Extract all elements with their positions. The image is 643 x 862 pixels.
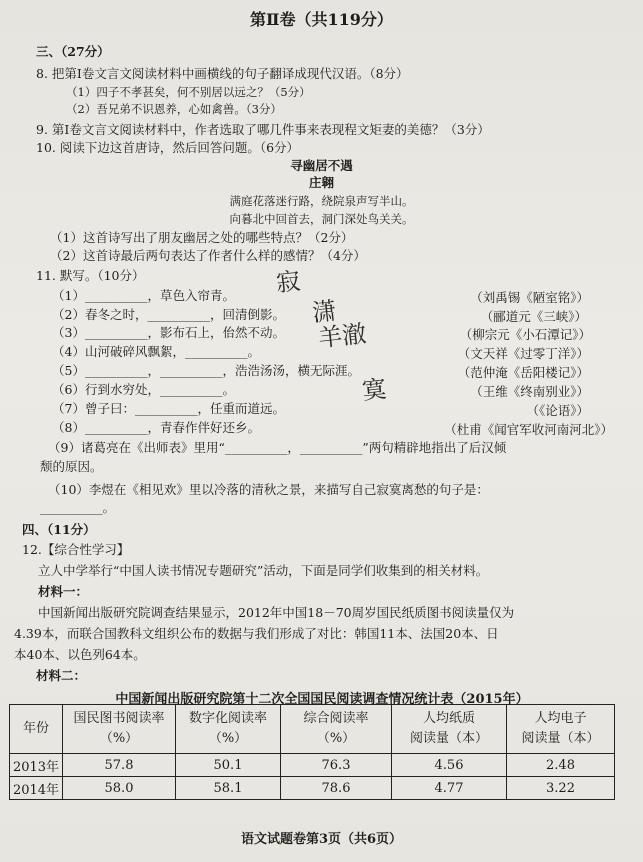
table-title: 中国新闻出版研究院第十二次全国国民阅读调查情况统计表（2015年）	[115, 692, 529, 707]
poem-line-1: 满庭花落迷行路，绕院泉声写半山。	[229, 194, 414, 208]
table-cell: 3.22	[507, 777, 615, 800]
table-cell: 2.48	[507, 754, 615, 777]
table-header-row	[10, 705, 615, 754]
question-8-2: （2）吾兄弟不识恩养，心如禽兽。（3分）	[66, 102, 282, 116]
header-overall-rate	[281, 705, 392, 754]
question-11: 11. 默写。（10分）	[36, 268, 145, 283]
dictation-6-source: （王维《终南别业》）	[470, 384, 589, 399]
material-1-line-1: 中国新闻出版研究院调查结果显示，2012年中国18－70周岁国民纸质图书阅读量仅为	[38, 605, 515, 620]
dictation-7-source: （《论语》）	[526, 403, 589, 418]
table-cell: 57.8	[63, 754, 176, 777]
header-ebook-volume	[507, 705, 615, 754]
dictation-9-line-2: 颓的原因。	[40, 459, 103, 474]
table-cell: 2013年	[10, 754, 63, 777]
dictation-3: （3）__________，影布石上，佁然不动。	[52, 325, 285, 340]
poem-title: 寻幽居不遇	[290, 158, 353, 173]
dictation-10-line-1: （10）李煜在《相见欢》里以冷落的清秋之景，来描写自己寂寞离愁的句子是：	[48, 482, 489, 497]
dictation-3-source: （柳宗元《小石潭记》）	[459, 327, 591, 342]
table-cell: 4.77	[392, 777, 507, 800]
question-10-2: （2）这首诗最后两句表达了作者什么样的感情？（4分）	[50, 248, 366, 263]
table-cell: 2014年	[10, 777, 63, 800]
header-book-rate-l1: 国民图书阅读率	[73, 711, 165, 726]
header-digital-rate-l2: （%）	[208, 731, 248, 746]
table-cell: 76.3	[281, 754, 392, 777]
table-cell: 4.56	[392, 754, 507, 777]
dictation-9-line-1: （9）诸葛亮在《出师表》里用“__________，__________”两句精辟地指出了后汉倾	[48, 440, 507, 455]
question-12: 12.【综合性学习】	[22, 542, 130, 557]
dictation-7: （7）曾子曰：__________，任重而道远。	[52, 401, 285, 416]
question-9: 9. 第Ⅰ卷文言文阅读材料中，作者选取了哪几件事来表现程文矩妻的美德？（3分）	[36, 122, 490, 137]
handwriting-1: 寂	[274, 266, 302, 298]
question-10: 10. 阅读下边这首唐诗，然后回答问题。（6分）	[36, 140, 300, 155]
table-row	[10, 777, 615, 800]
dictation-4-source: （文天祥《过零丁洋》）	[457, 346, 589, 361]
header-digital-rate-l1: 数字化阅读率	[188, 711, 267, 726]
header-paper-volume	[392, 705, 507, 754]
handwriting-2: 潇	[310, 296, 338, 328]
dictation-10-line-2: __________。	[40, 500, 116, 515]
table-cell: 78.6	[281, 777, 392, 800]
stats-table	[9, 704, 615, 800]
question-10-1: （1）这首诗写出了朋友幽居之处的哪些特点？（2分）	[50, 230, 354, 245]
dictation-8-source: （杜甫《闻官军收河南河北》）	[444, 422, 613, 437]
question-8-1: （1）四子不孝甚矣，何不别居以远之？（5分）	[66, 85, 311, 99]
dictation-1: （1）__________，草色入帘青。	[52, 288, 235, 303]
header-ebook-volume-l1: 人均电子	[534, 711, 587, 726]
poem-line-2: 向暮北中回首去，洞门深处鸟关关。	[229, 212, 414, 226]
dictation-8: （8）__________，青春作伴好还乡。	[52, 420, 260, 435]
dictation-4: （4）山河破碎风飘絮，__________。	[52, 344, 260, 359]
header-year	[10, 705, 63, 754]
header-ebook-volume-l2: 阅读量（本）	[521, 731, 600, 746]
material-intro: 立人中学举行“中国人读书情况专题研究”活动，下面是同学们收集到的相关材料。	[38, 563, 489, 578]
material-1-line-3: 本40本、以色列64本。	[14, 647, 146, 662]
material-1-label: 材料一：	[38, 584, 89, 599]
header-paper-volume-l2: 阅读量（本）	[409, 731, 488, 746]
header-paper-volume-l1: 人均纸质	[422, 711, 475, 726]
header-overall-rate-l1: 综合阅读率	[303, 711, 369, 726]
header-book-rate-l2: （%）	[99, 731, 139, 746]
header-book-rate	[63, 705, 176, 754]
header-overall-rate-l2: （%）	[316, 731, 356, 746]
material-2-label: 材料二：	[36, 668, 87, 683]
question-8: 8. 把第Ⅰ卷文言文阅读材料中画横线的句子翻译成现代汉语。（8分）	[36, 66, 409, 81]
section-title: 第Ⅱ卷（共119分）	[250, 10, 393, 29]
header-digital-rate	[176, 705, 281, 754]
dictation-2-source: （郦道元《三峡》）	[480, 309, 587, 324]
poem-author: 庄翱	[308, 175, 334, 190]
dictation-1-source: （刘禹锡《陋室铭》）	[470, 290, 589, 305]
section3-heading: 三、（27分）	[36, 44, 110, 59]
dictation-5-source: （范仲淹《岳阳楼记》）	[457, 365, 589, 380]
section4-heading: 四、（11分）	[22, 522, 96, 537]
dictation-6: （6）行到水穷处，__________。	[52, 382, 235, 397]
table-cell: 58.1	[176, 777, 281, 800]
table-cell: 58.0	[63, 777, 176, 800]
header-year-text: 年份	[22, 721, 49, 736]
handwriting-4: 寞	[360, 374, 388, 406]
material-1-line-2: 4.39本，而联合国教科文组织公布的数据与我们形成了对比：韩国11本、法国20本、日	[14, 626, 499, 641]
dictation-5: （5）__________，__________，浩浩汤汤，横无际涯。	[52, 363, 360, 378]
dictation-2: （2）春冬之时，__________，回清倒影。	[52, 307, 285, 322]
table-row	[10, 754, 615, 777]
handwriting-3: 羊澈	[316, 319, 368, 353]
page-footer: 语文试题卷第3页（共6页）	[240, 832, 403, 847]
table-cell: 50.1	[176, 754, 281, 777]
